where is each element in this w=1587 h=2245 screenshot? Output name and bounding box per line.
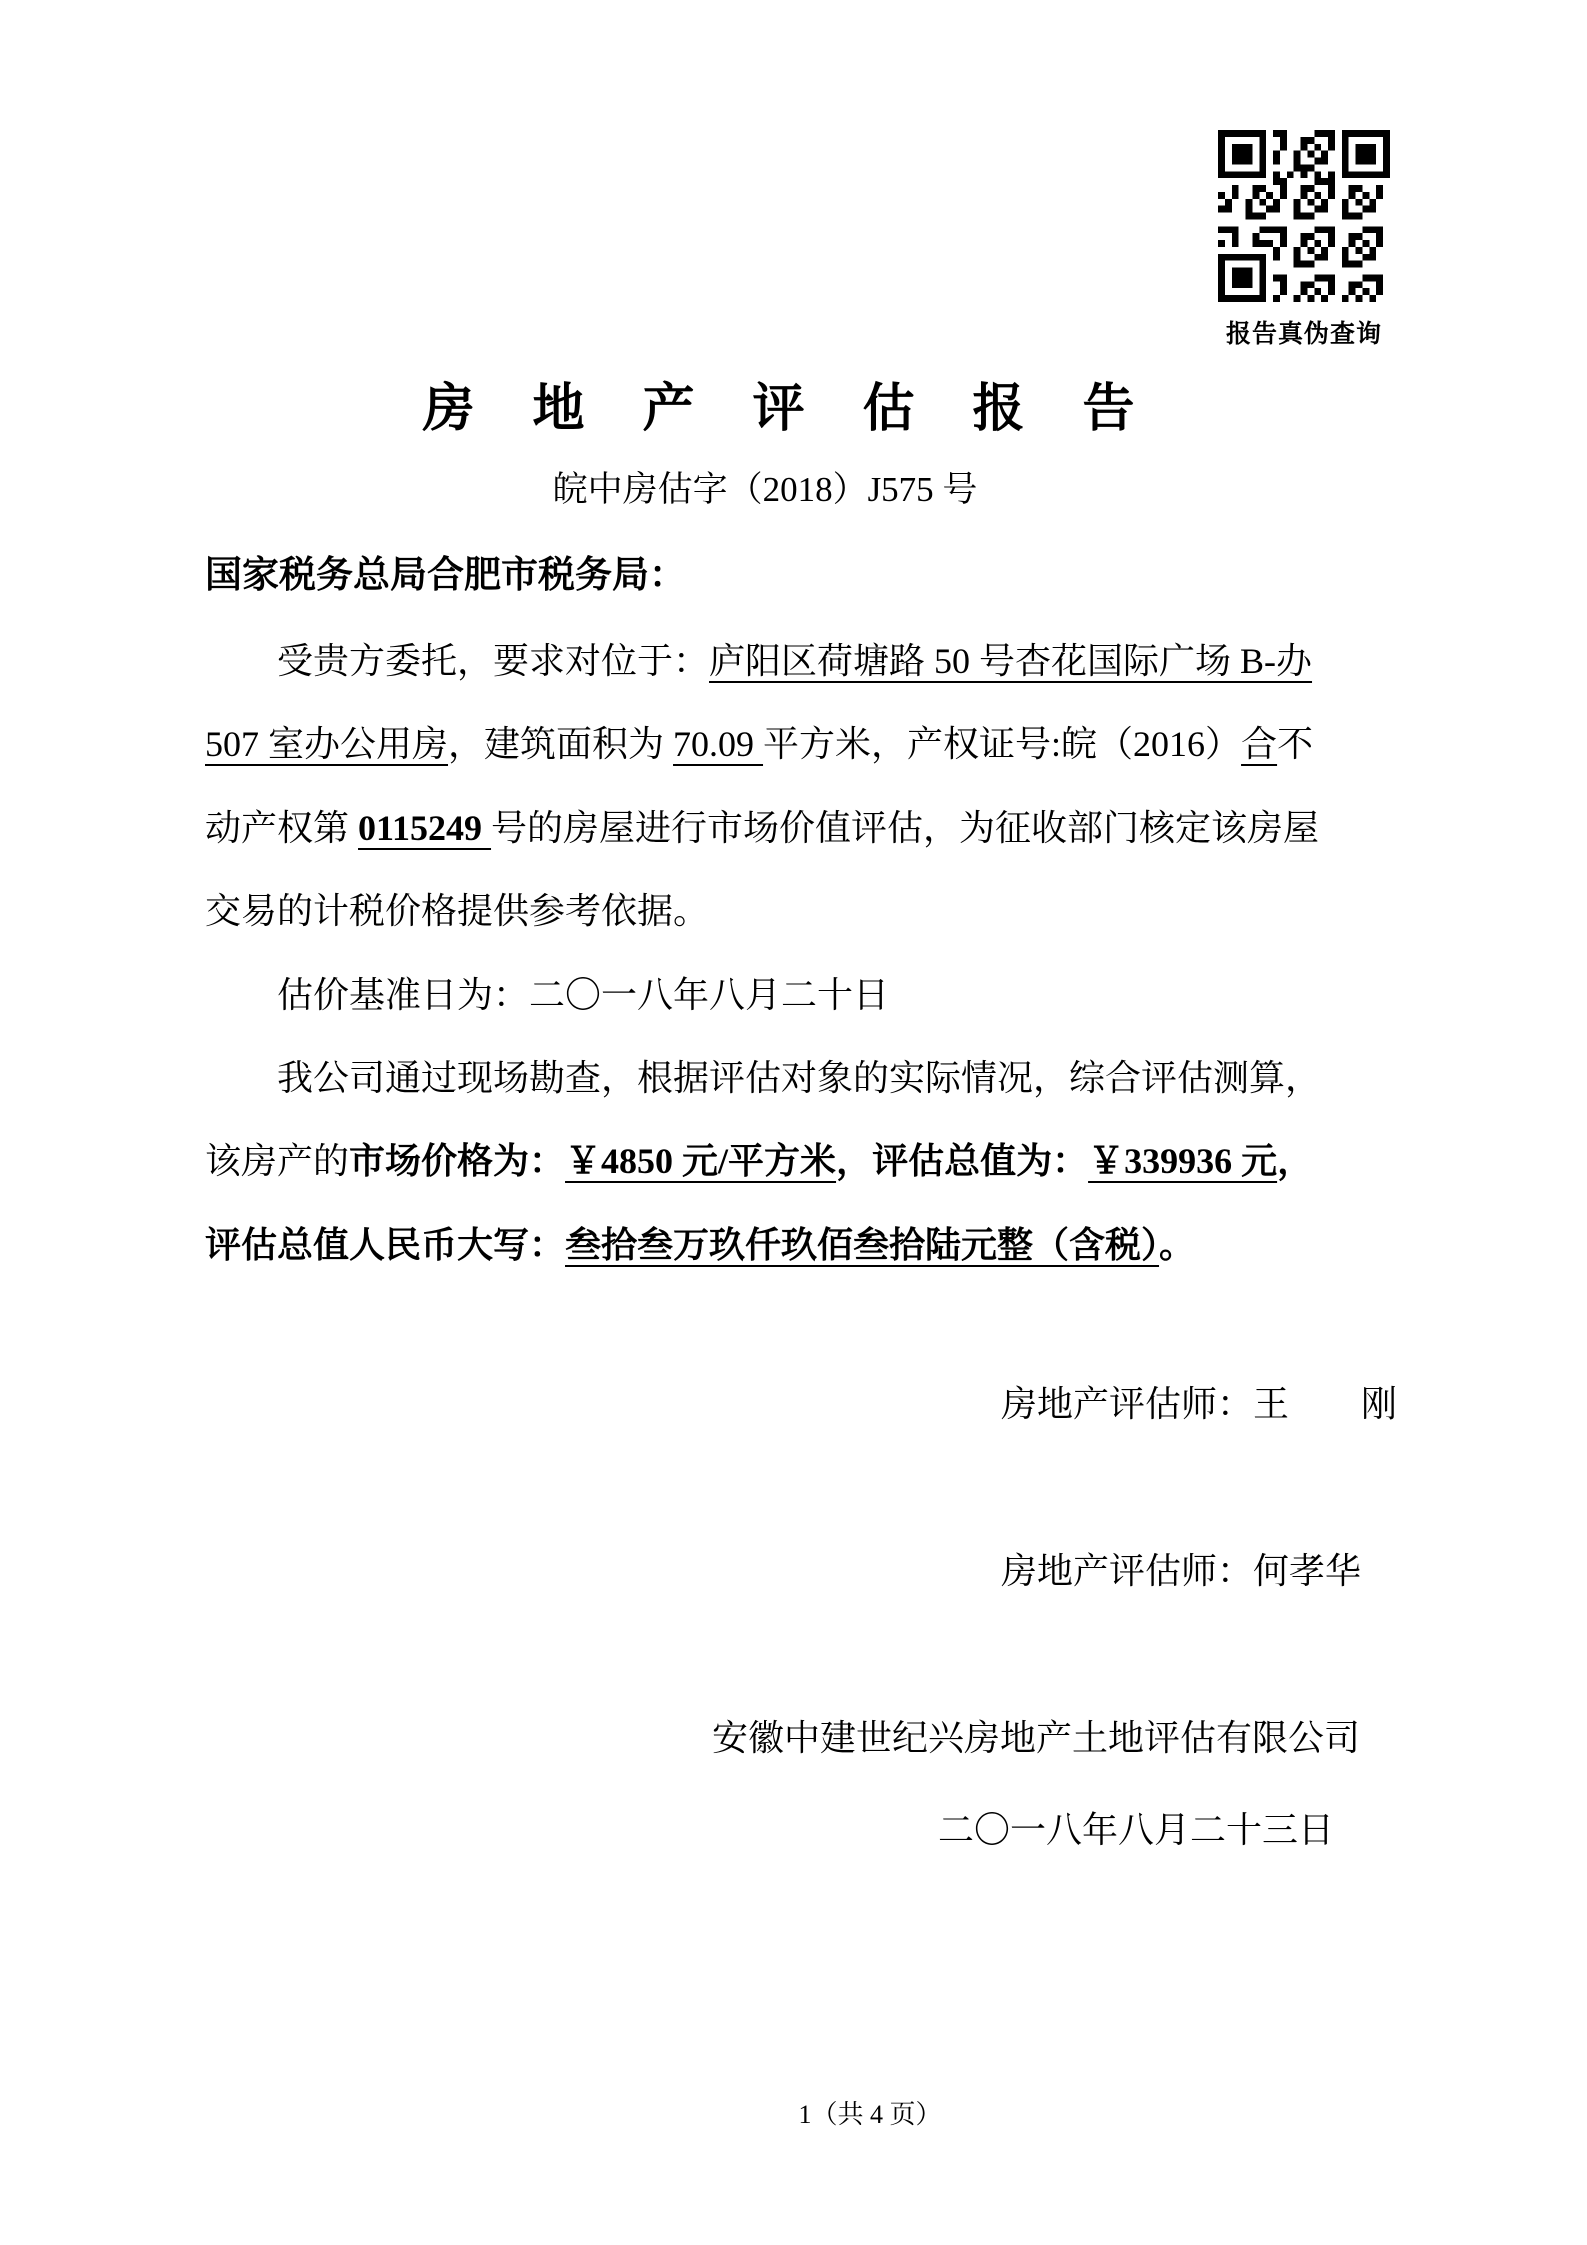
appraiser-signature-1: 房地产评估师：王 刚 bbox=[1001, 1384, 1398, 1424]
body-text-segment: 0115249 bbox=[358, 807, 492, 848]
body-paragraphs bbox=[205, 620, 1395, 1287]
qr-caption: 报告真伪查询 bbox=[1225, 321, 1382, 348]
body-text-segment: 我公司通过现场勘查，根据评估对象的实际情况，综合评估测算， bbox=[277, 1057, 1322, 1098]
report-title: 房 地 产 评 估 报 告 bbox=[422, 381, 1138, 438]
body-line bbox=[205, 1037, 1395, 1120]
body-text-segment: 70.09 bbox=[673, 724, 764, 765]
body-text-segment: 不 bbox=[1277, 724, 1314, 765]
body-text-segment: 动产权第 bbox=[205, 807, 359, 848]
body-text-segment: 评估总值为： bbox=[872, 1141, 1089, 1182]
body-line bbox=[205, 1120, 1395, 1203]
qr-code bbox=[1218, 130, 1390, 302]
company-name: 安徽中建世纪兴房地产土地评估有限公司 bbox=[712, 1718, 1361, 1758]
body-line bbox=[205, 954, 1395, 1037]
body-text-segment: 市场价格为： bbox=[349, 1141, 566, 1182]
body-text-segment: ， bbox=[1277, 1141, 1314, 1182]
body-text-segment: 估价基准日为：二〇一八年八月二十日 bbox=[277, 974, 890, 1015]
body-text-segment: 评估总值人民币大写： bbox=[205, 1224, 566, 1265]
body-text-segment: 受贵方委托，要求对位于： bbox=[277, 641, 710, 681]
body-line bbox=[205, 787, 1395, 870]
report-date: 二〇一八年八月二十三日 bbox=[938, 1810, 1335, 1850]
appraiser-signature-2: 房地产评估师：何孝华 bbox=[1001, 1551, 1362, 1591]
body-line bbox=[205, 1204, 1395, 1287]
body-text-segment: ￥339936 元 bbox=[1088, 1141, 1278, 1182]
addressee-line: 国家税务总局合肥市税务局： bbox=[205, 555, 686, 596]
body-line bbox=[205, 703, 1395, 786]
body-text-segment: 该房产的 bbox=[205, 1141, 350, 1182]
qr-code-image bbox=[1218, 130, 1390, 302]
page-number: 1（共 4 页） bbox=[798, 2100, 942, 2129]
body-text-segment: 平方米，产权证号:皖（2016） bbox=[763, 724, 1242, 765]
body-text-segment: 。 bbox=[1159, 1224, 1196, 1265]
body-text-segment: ，建筑面积为 bbox=[448, 724, 674, 765]
document-number: 皖中房估字（2018）J575 号 bbox=[552, 470, 978, 509]
body-text-segment: ￥4850 元/平方米 bbox=[565, 1141, 837, 1182]
body-text-segment: 号的房屋进行市场价值评估，为征收部门核定该房屋 bbox=[491, 807, 1320, 848]
body-text-segment: 507 室办公用房 bbox=[205, 724, 449, 765]
body-text-segment: 庐阳区荷塘路 50 号杏花国际广场 B-办 bbox=[709, 641, 1313, 681]
body-line bbox=[205, 870, 1395, 953]
body-text-segment: 交易的计税价格提供参考依据。 bbox=[205, 891, 710, 932]
body-text-segment: 合 bbox=[1241, 724, 1278, 765]
body-line bbox=[205, 620, 1395, 703]
body-text-segment: 叁拾叁万玖仟玖佰叁拾陆元整（含税） bbox=[565, 1224, 1160, 1265]
body-text-segment: ， bbox=[836, 1141, 873, 1182]
